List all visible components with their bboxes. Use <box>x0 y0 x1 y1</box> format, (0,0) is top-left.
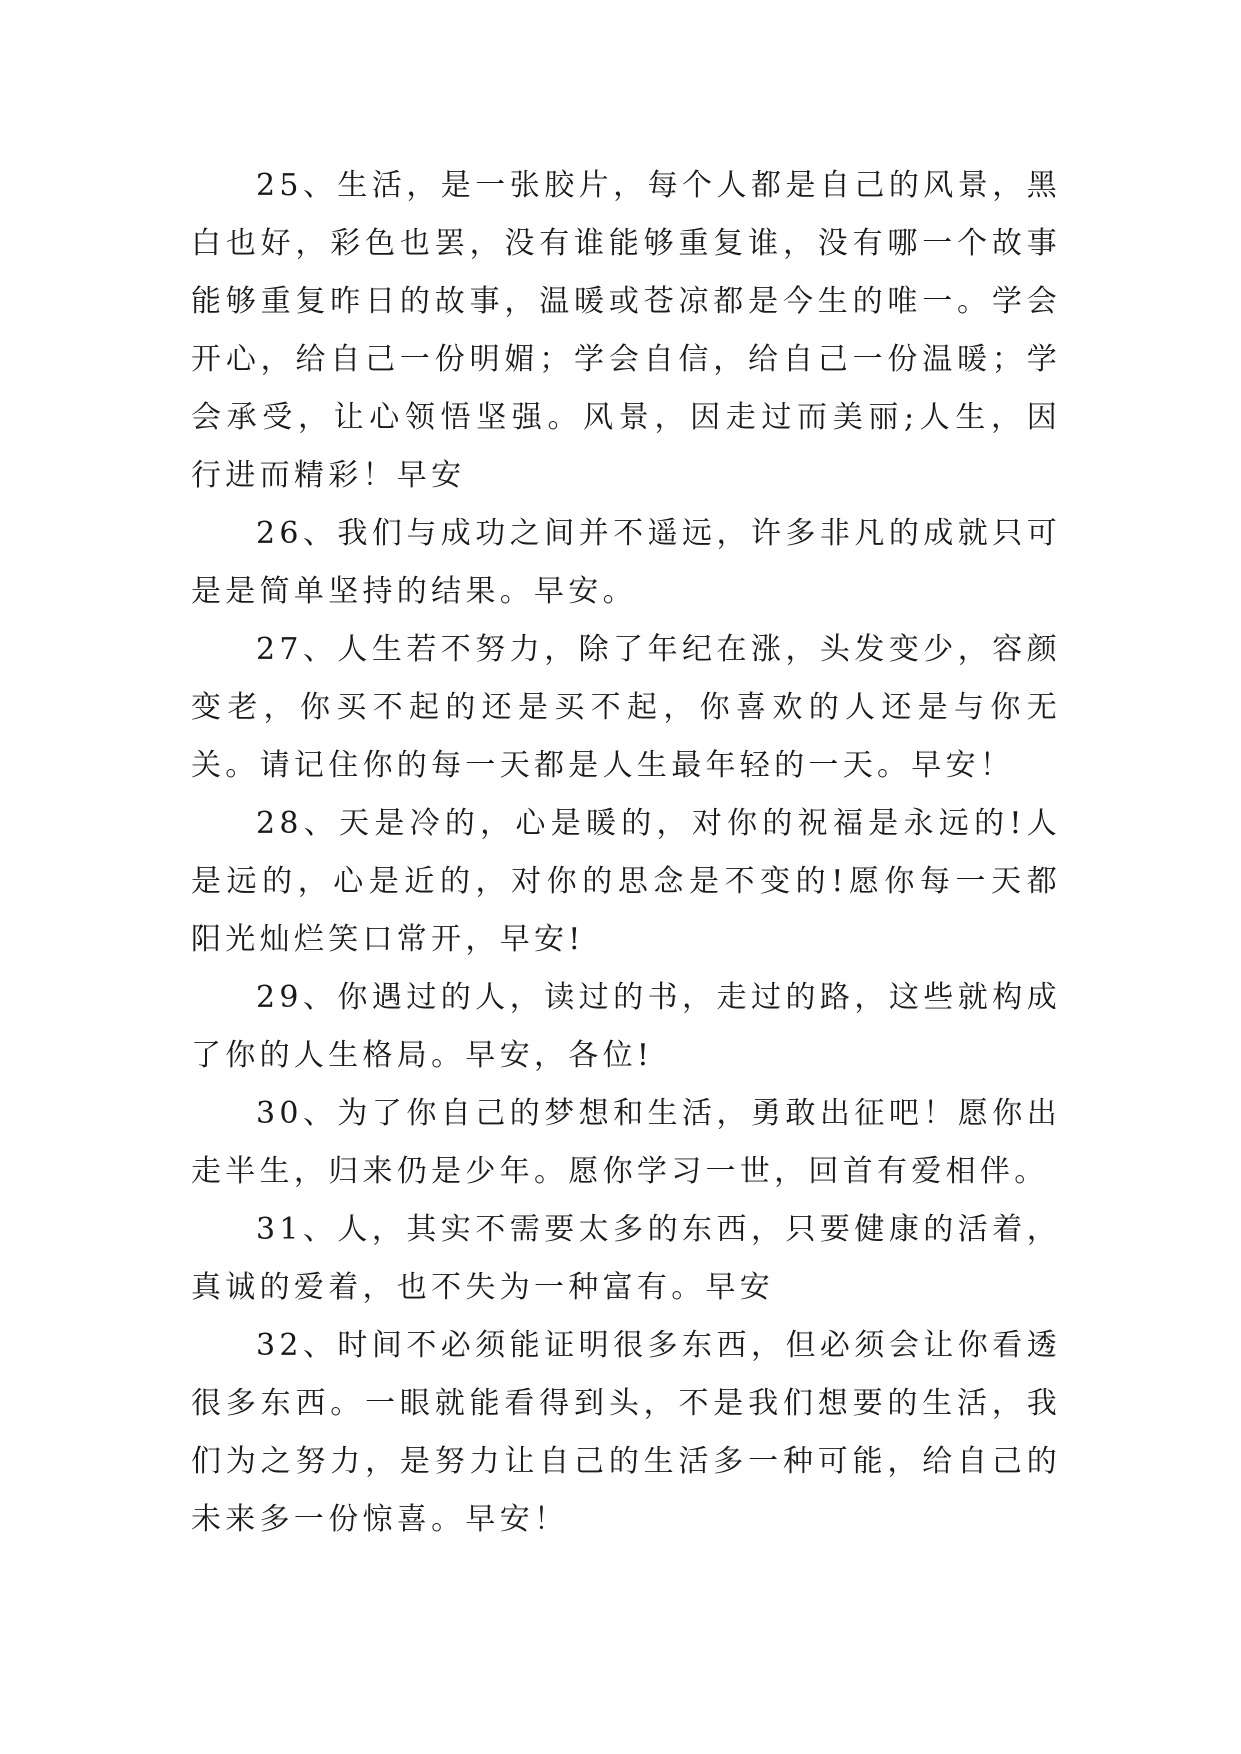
paragraph-28: 28、天是冷的，心是暖的，对你的祝福是永远的!人是远的，心是近的，对你的思念是不变的!愿你每一天都阳光灿烂笑口常开，早安! <box>191 806 1061 957</box>
paragraph-25: 25、生活，是一张胶片，每个人都是自己的风景，黑白也好，彩色也罢，没有谁能够重复谁，没有哪一个故事能够重复昨日的故事，温暖或苍凉都是今生的唯一。学会开心，给自己一份明媚；学会自信，给自己一份温暖；学会承受，让心领悟坚强。风景，因走过而美丽;人生，因行进而精彩！早安 <box>191 168 1061 493</box>
paragraph-27: 27、人生若不努力，除了年纪在涨，头发变少，容颜变老，你买不起的还是买不起，你喜欢的人还是与你无关。请记住你的每一天都是人生最年轻的一天。早安！ <box>191 632 1061 783</box>
paragraph-26: 26、我们与成功之间并不遥远，许多非凡的成就只可是是简单坚持的结果。早安。 <box>191 516 1061 609</box>
paragraph-30: 30、为了你自己的梦想和生活，勇敢出征吧！愿你出走半生，归来仍是少年。愿你学习一世，回首有爱相伴。 <box>191 1096 1061 1189</box>
paragraph-29: 29、你遇过的人，读过的书，走过的路，这些就构成了你的人生格局。早安，各位! <box>191 980 1061 1073</box>
paragraph-31: 31、人，其实不需要太多的东西，只要健康的活着，真诚的爱着，也不失为一种富有。早安 <box>191 1212 1061 1305</box>
paragraph-32: 32、时间不必须能证明很多东西，但必须会让你看透很多东西。一眼就能看得到头，不是我们想要的生活，我们为之努力，是努力让自己的生活多一种可能，给自己的未来多一份惊喜。早安！ <box>191 1328 1061 1537</box>
document-body <box>191 157 1061 1549</box>
